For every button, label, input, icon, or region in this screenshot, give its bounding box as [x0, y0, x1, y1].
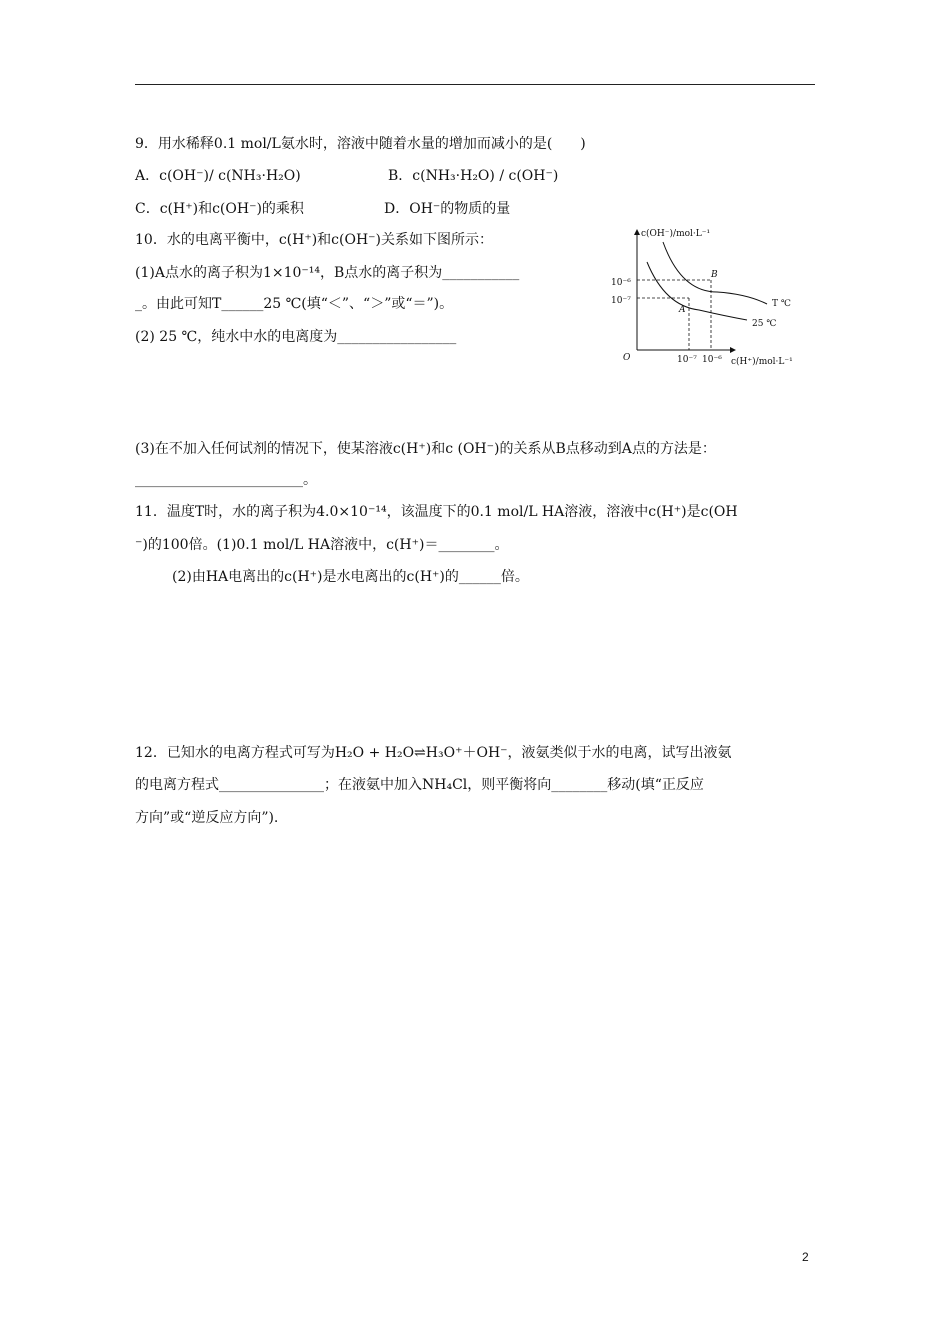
origin-label: O	[623, 353, 631, 363]
point-a-label: A	[679, 305, 686, 315]
q12-line2: 的电离方程式_______________；在液氨中加入NH₄Cl，则平衡将向________移动(填“正反应	[135, 777, 704, 793]
page-number: 2	[802, 1250, 809, 1264]
q9-option-b: B．c(NH₃·H₂O) / c(OH⁻)	[388, 168, 559, 184]
x-tick-upper: 10⁻⁶	[702, 355, 722, 365]
curve-25	[647, 262, 747, 320]
y-tick-upper: 10⁻⁶	[611, 278, 631, 288]
q12-line3: 方向”或“逆反应方向”).	[135, 810, 279, 826]
q9-option-d: D．OH⁻的物质的量	[384, 201, 511, 217]
q9-option-c: C．c(H⁺)和c(OH⁻)的乘积	[135, 201, 304, 217]
point-b-label: B	[711, 270, 718, 280]
y-tick-lower: 10⁻⁷	[611, 296, 631, 306]
q11-line1: 11．温度T时，水的离子积为4.0×10⁻¹⁴，该温度下的0.1 mol/L HA溶液，溶液中c(H⁺)是c(OH	[135, 504, 738, 520]
q12-line1: 12．已知水的电离方程式可写为H₂O + H₂O⇌H₃O⁺＋OH⁻，液氨类似于水的电离，试写出液氨	[135, 745, 732, 761]
x-tick-lower: 10⁻⁷	[677, 355, 697, 365]
q9-stem: 9．用水稀释0.1 mol/L氨水时，溶液中随着水量的增加而减小的是( )	[135, 136, 586, 152]
curve-t-label: T ℃	[772, 299, 791, 309]
q10-part2: (2) 25 ℃，纯水中水的电离度为_________________	[135, 329, 457, 345]
curve-25-label: 25 ℃	[752, 319, 777, 329]
q11-line2: ⁻)的100倍。(1)0.1 mol/L HA溶液中，c(H⁺)＝________。	[135, 537, 509, 553]
q10-part1-line1: (1)A点水的离子积为1×10⁻¹⁴，B点水的离子积为___________	[135, 265, 520, 281]
x-axis-label: c(H⁺)/mol·L⁻¹	[731, 357, 793, 367]
header-rule	[135, 84, 815, 85]
q9-option-a: A．c(OH⁻)/ c(NH₃·H₂O)	[135, 168, 301, 184]
q10-part3: (3)在不加入任何试剂的情况下，使某溶液c(H⁺)和c (OH⁻)的关系从B点移动到A点的方法是：	[135, 441, 716, 457]
q11-line3: (2)由HA电离出的c(H⁺)是水电离出的c(H⁺)的______倍。	[172, 569, 529, 585]
ion-product-graph	[607, 222, 822, 370]
q10-part1-line2: _。由此可知T______25 ℃(填“＜”、“＞”或“＝”)。	[135, 296, 454, 312]
q10-stem: 10．水的电离平衡中，c(H⁺)和c(OH⁻)关系如下图所示：	[135, 232, 494, 248]
y-axis-label: c(OH⁻)/mol·L⁻¹	[641, 229, 711, 239]
q10-part3-blank: ________________________。	[135, 472, 317, 488]
